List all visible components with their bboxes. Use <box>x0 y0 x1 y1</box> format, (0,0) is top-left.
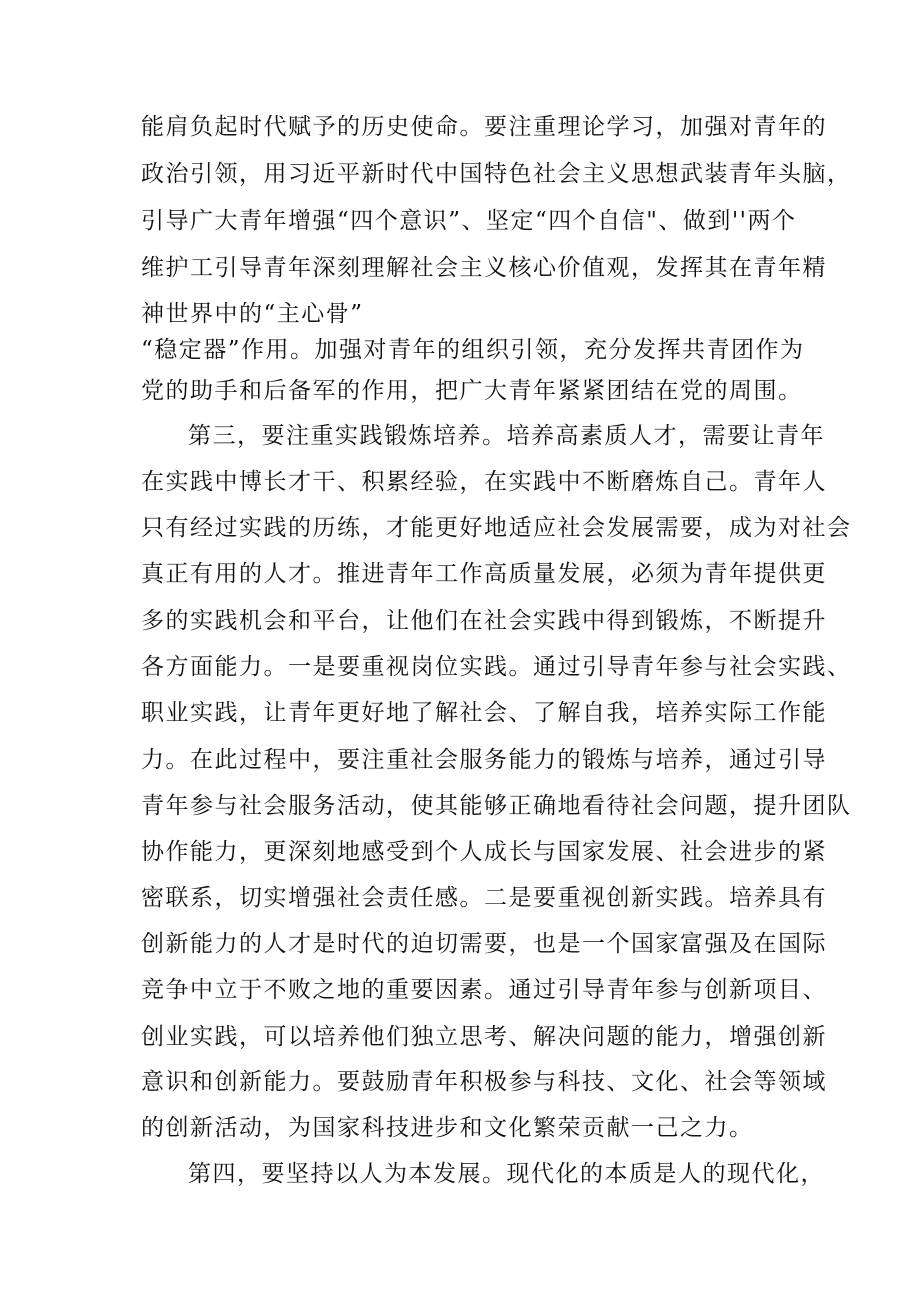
text-line-21: 创业实践，可以培养他们独立思考、解决问题的能力，增强创新 <box>141 1024 827 1050</box>
text-line-6: “稳定器”作用。加强对青年的组织引领，充分发挥共青团作为 <box>141 337 805 363</box>
text-line-16: 青年参与社会服务活动，使其能够正确地看待社会问题，提升团队 <box>141 793 852 819</box>
text-line-7: 党的助手和后备军的作用，把广大青年紧紧团结在党的周围。 <box>141 378 803 404</box>
text-line-8: 第三，要注重实践锻炼培养。培养高素质人才，需要让青年 <box>188 423 825 449</box>
text-line-17: 协作能力，更深刻地感受到个人成长与国家发展、社会进步的紧 <box>141 839 827 865</box>
text-line-3: 引导广大青年增强“四个意识”、坚定“四个自信"、做到''两个 <box>141 208 797 234</box>
text-line-10: 只有经过实践的历练，才能更好地适应社会发展需要，成为对社会 <box>141 515 852 541</box>
text-line-4: 维护工引导青年深刻理解社会主义核心价值观，发挥其在青年精 <box>141 255 827 281</box>
text-line-11: 真正有用的人才。推进青年工作高质量发展，必须为青年提供更 <box>141 561 827 587</box>
text-line-9: 在实践中博长才干、积累经验，在实践中不断磨炼自己。青年人 <box>141 469 827 495</box>
text-line-18: 密联系，切实增强社会责任感。二是要重视创新实践。培养具有 <box>141 885 827 911</box>
text-line-2: 政治引领，用习近平新时代中国特色社会主义思想武装青年头脑， <box>141 161 852 187</box>
text-line-15: 力。在此过程中，要注重社会服务能力的锻炼与培养，通过引导 <box>141 747 827 773</box>
text-line-23: 的创新活动，为国家科技进步和文化繁荣贡献一己之力。 <box>141 1115 754 1141</box>
text-line-1: 能肩负起时代赋予的历史使命。要注重理论学习，加强对青年的 <box>141 114 827 140</box>
text-line-24: 第四，要坚持以人为本发展。现代化的本质是人的现代化， <box>188 1161 825 1187</box>
text-line-5: 神世界中的“主心骨” <box>141 301 364 327</box>
text-line-14: 职业实践，让青年更好地了解社会、了解自我，培养实际工作能 <box>141 700 827 726</box>
text-line-12: 多的实践机会和平台，让他们在社会实践中得到锻炼，不断提升 <box>141 608 827 634</box>
text-line-13: 各方面能力。一是要重视岗位实践。通过引导青年参与社会实践、 <box>141 654 852 680</box>
text-line-22: 意识和创新能力。要鼓励青年积极参与科技、文化、社会等领域 <box>141 1069 827 1095</box>
text-line-19: 创新能力的人才是时代的迫切需要，也是一个国家富强及在国际 <box>141 931 827 957</box>
text-line-20: 竞争中立于不败之地的重要因素。通过引导青年参与创新项目、 <box>141 977 827 1003</box>
